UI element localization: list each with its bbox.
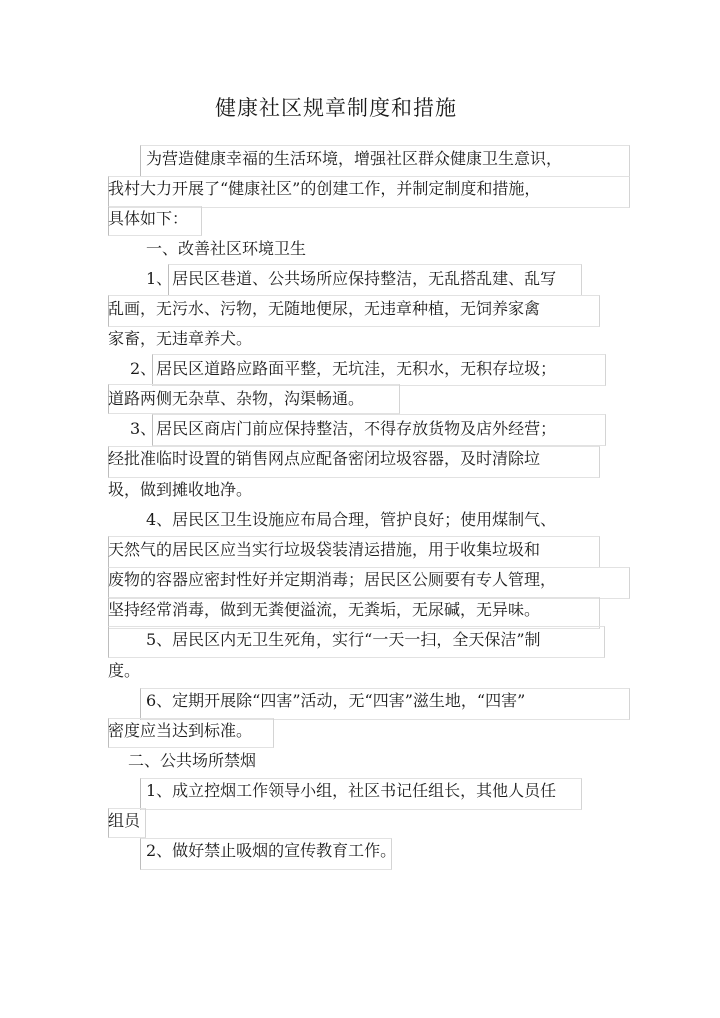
- body-line: 坚持经常消毒，做到无粪便溢流，无粪垢，无尿碱，无异味。: [108, 600, 541, 619]
- body-line: 1、成立控烟工作领导小组，社区书记任组长，其他人员任: [146, 781, 557, 800]
- body-line: 组员: [108, 811, 141, 830]
- section-heading: 二、公共场所禁烟: [128, 751, 257, 770]
- body-line: 为营造健康幸福的生活环境，增强社区群众健康卫生意识，: [146, 149, 563, 168]
- body-line: 经批准临时设置的销售网点应配备密闭垃圾容器，及时清除垃: [108, 449, 541, 468]
- body-line: 我村大力开展了“健康社区”的创建工作，并制定制度和措施，: [108, 179, 541, 198]
- body-line: 2、居民区道路应路面平整，无坑洼，无积水，无积存垃圾；: [130, 359, 557, 378]
- body-line: 密度应当达到标准。: [108, 721, 253, 740]
- body-line: 度。: [108, 661, 141, 680]
- body-line: 乱画，无污水、污物，无随地便尿，无违章种植，无饲养家禽: [108, 299, 541, 318]
- body-line: 4、居民区卫生设施应布局合理，管护良好；使用煤制气、: [146, 510, 557, 529]
- body-line: 废物的容器应密封性好并定期消毒；居民区公厕要有专人管理，: [108, 570, 557, 589]
- document-title: 健康社区规章制度和措施: [215, 96, 457, 120]
- body-line: 5、居民区内无卫生死角，实行“一天一扫，全天保洁”制: [146, 630, 541, 649]
- body-line: 1、居民区巷道、公共场所应保持整洁，无乱搭乱建、乱写: [146, 269, 557, 288]
- body-line: 家畜，无违章养犬。: [108, 329, 253, 348]
- body-line: 3、居民区商店门前应保持整洁，不得存放货物及店外经营；: [130, 419, 557, 438]
- body-line: 具体如下：: [108, 209, 189, 228]
- body-line: 圾，做到摊收地净。: [108, 480, 253, 499]
- body-line: 6、定期开展除“四害”活动，无“四害”滋生地，“四害”: [146, 691, 526, 710]
- body-line: 天然气的居民区应当实行垃圾袋装清运措施，用于收集垃圾和: [108, 540, 541, 559]
- body-line: 2、做好禁止吸烟的宣传教育工作。: [146, 841, 397, 860]
- section-heading: 一、改善社区环境卫生: [146, 239, 307, 258]
- body-line: 道路两侧无杂草、杂物，沟渠畅通。: [108, 389, 365, 408]
